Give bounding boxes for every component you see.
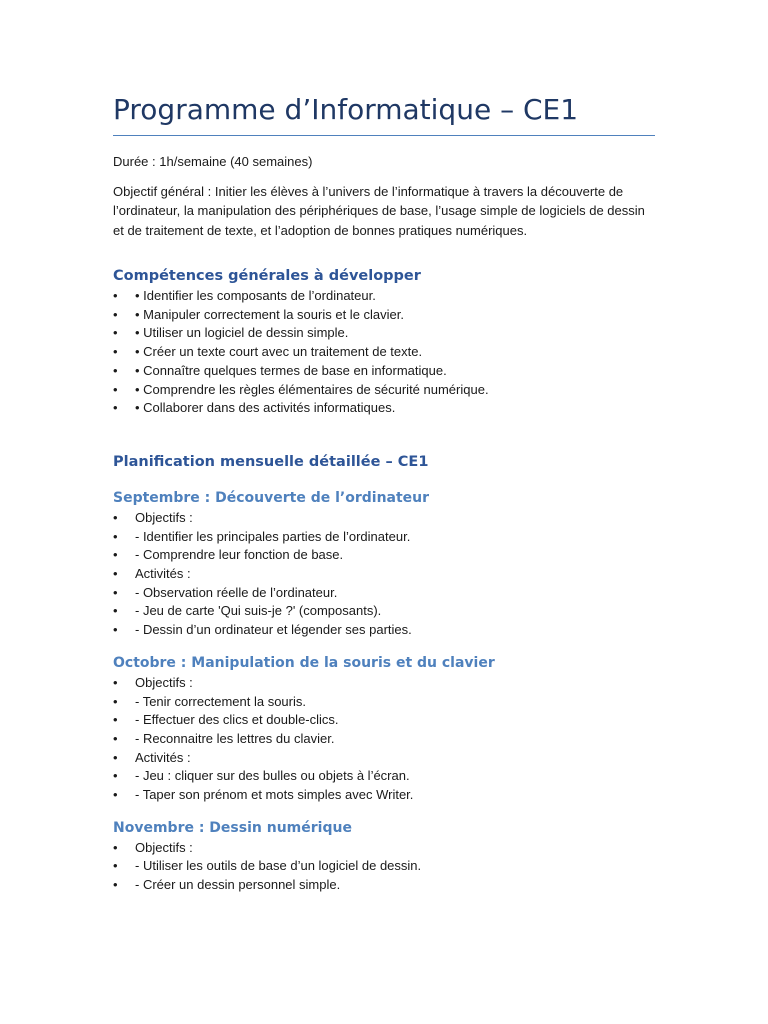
bullet-icon: • bbox=[113, 768, 118, 784]
list-item bbox=[113, 509, 655, 528]
bullet-icon: • bbox=[113, 839, 118, 855]
list-item-text: • Utiliser un logiciel de dessin simple. bbox=[135, 325, 349, 341]
list-item bbox=[113, 857, 655, 876]
bullet-icon: • bbox=[113, 877, 118, 893]
list-item bbox=[113, 324, 655, 343]
bullet-icon: • bbox=[113, 787, 118, 803]
list-item-text: - Reconnaitre les lettres du clavier. bbox=[135, 730, 335, 746]
competences-list bbox=[113, 287, 655, 418]
list-item-text: Activités : bbox=[135, 566, 191, 582]
list-item-text: • Manipuler correctement la souris et le clavier. bbox=[135, 306, 404, 322]
bullet-icon: • bbox=[113, 674, 118, 690]
list-item-text: - Tenir correctement la souris. bbox=[135, 693, 306, 709]
list-item bbox=[113, 546, 655, 565]
list-item-text: - Identifier les principales parties de l’ordinateur. bbox=[135, 528, 411, 544]
list-item bbox=[113, 343, 655, 362]
list-item bbox=[113, 362, 655, 381]
bullet-icon: • bbox=[113, 622, 118, 638]
list-item bbox=[113, 786, 655, 805]
month-heading-octobre: Octobre : Manipulation de la souris et du clavier bbox=[113, 654, 495, 671]
list-item-text: - Jeu : cliquer sur des bulles ou objets à l’écran. bbox=[135, 768, 410, 784]
bullet-icon: • bbox=[113, 528, 118, 544]
competences-heading: Compétences générales à développer bbox=[113, 268, 421, 284]
list-item-text: Objectifs : bbox=[135, 674, 193, 690]
list-item bbox=[113, 287, 655, 306]
list-item-text: - Taper son prénom et mots simples avec Writer. bbox=[135, 787, 414, 803]
list-item-text: • Collaborer dans des activités informatiques. bbox=[135, 400, 396, 416]
planification-heading: Planification mensuelle détaillée – CE1 bbox=[113, 453, 429, 470]
bullet-icon: • bbox=[113, 288, 118, 303]
bullet-icon: • bbox=[113, 693, 118, 709]
list-item bbox=[113, 602, 655, 621]
duration-text: Durée : 1h/semaine (40 semaines) bbox=[113, 154, 313, 169]
month-list-septembre bbox=[113, 509, 655, 640]
general-objective-text: Objectif général : Initier les élèves à l’univers de l’informatique à travers la découverte de l’ordinateur, la manipulation des périphériques de base, l’usage simple de logiciels de dessin et de traitement de texte, et l’adoption de bonnes pratiques numériques. bbox=[113, 183, 645, 238]
list-item bbox=[113, 584, 655, 603]
bullet-icon: • bbox=[113, 584, 118, 600]
list-item-text: • Créer un texte court avec un traitement de texte. bbox=[135, 344, 423, 360]
bullet-icon: • bbox=[113, 325, 118, 341]
bullet-icon: • bbox=[113, 509, 118, 525]
list-item-text: - Créer un dessin personnel simple. bbox=[135, 877, 341, 893]
list-item-text: - Jeu de carte 'Qui suis-je ?' (composants). bbox=[135, 603, 382, 619]
bullet-icon: • bbox=[113, 749, 118, 765]
list-item-text: - Utiliser les outils de base d’un logiciel de dessin. bbox=[135, 858, 422, 874]
list-item-text: Activités : bbox=[135, 749, 191, 765]
bullet-icon: • bbox=[113, 344, 118, 360]
document-title: Programme d’Informatique – CE1 bbox=[113, 92, 655, 136]
bullet-icon: • bbox=[113, 547, 118, 563]
bullet-icon: • bbox=[113, 730, 118, 746]
list-item-text: Objectifs : bbox=[135, 839, 193, 855]
list-item bbox=[113, 621, 655, 640]
list-item-text: - Effectuer des clics et double-clics. bbox=[135, 712, 339, 728]
list-item bbox=[113, 674, 655, 693]
list-item bbox=[113, 693, 655, 712]
list-item bbox=[113, 767, 655, 786]
list-item bbox=[113, 711, 655, 730]
bullet-icon: • bbox=[113, 306, 118, 322]
bullet-icon: • bbox=[113, 603, 118, 619]
list-item bbox=[113, 528, 655, 547]
list-item bbox=[113, 399, 655, 418]
list-item-text: - Dessin d’un ordinateur et légender ses parties. bbox=[135, 622, 412, 638]
bullet-icon: • bbox=[113, 858, 118, 874]
bullet-icon: • bbox=[113, 712, 118, 728]
list-item bbox=[113, 749, 655, 768]
bullet-icon: • bbox=[113, 381, 118, 397]
list-item bbox=[113, 839, 655, 858]
list-item bbox=[113, 306, 655, 325]
document-content bbox=[113, 92, 655, 895]
list-item-text: • Connaître quelques termes de base en informatique. bbox=[135, 362, 447, 378]
month-list-octobre bbox=[113, 674, 655, 805]
month-heading-septembre: Septembre : Découverte de l’ordinateur bbox=[113, 489, 430, 506]
list-item-text: • Identifier les composants de l’ordinateur. bbox=[135, 288, 376, 303]
bullet-icon: • bbox=[113, 362, 118, 378]
bullet-icon: • bbox=[113, 566, 118, 582]
list-item-text: - Observation réelle de l’ordinateur. bbox=[135, 584, 338, 600]
list-item-text: Objectifs : bbox=[135, 509, 193, 525]
list-item bbox=[113, 565, 655, 584]
list-item bbox=[113, 381, 655, 400]
list-item bbox=[113, 730, 655, 749]
bullet-icon: • bbox=[113, 400, 118, 416]
list-item bbox=[113, 876, 655, 895]
list-item-text: - Comprendre leur fonction de base. bbox=[135, 547, 344, 563]
list-item-text: • Comprendre les règles élémentaires de sécurité numérique. bbox=[135, 381, 489, 397]
month-list-novembre bbox=[113, 839, 655, 895]
month-heading-novembre: Novembre : Dessin numérique bbox=[113, 819, 352, 836]
